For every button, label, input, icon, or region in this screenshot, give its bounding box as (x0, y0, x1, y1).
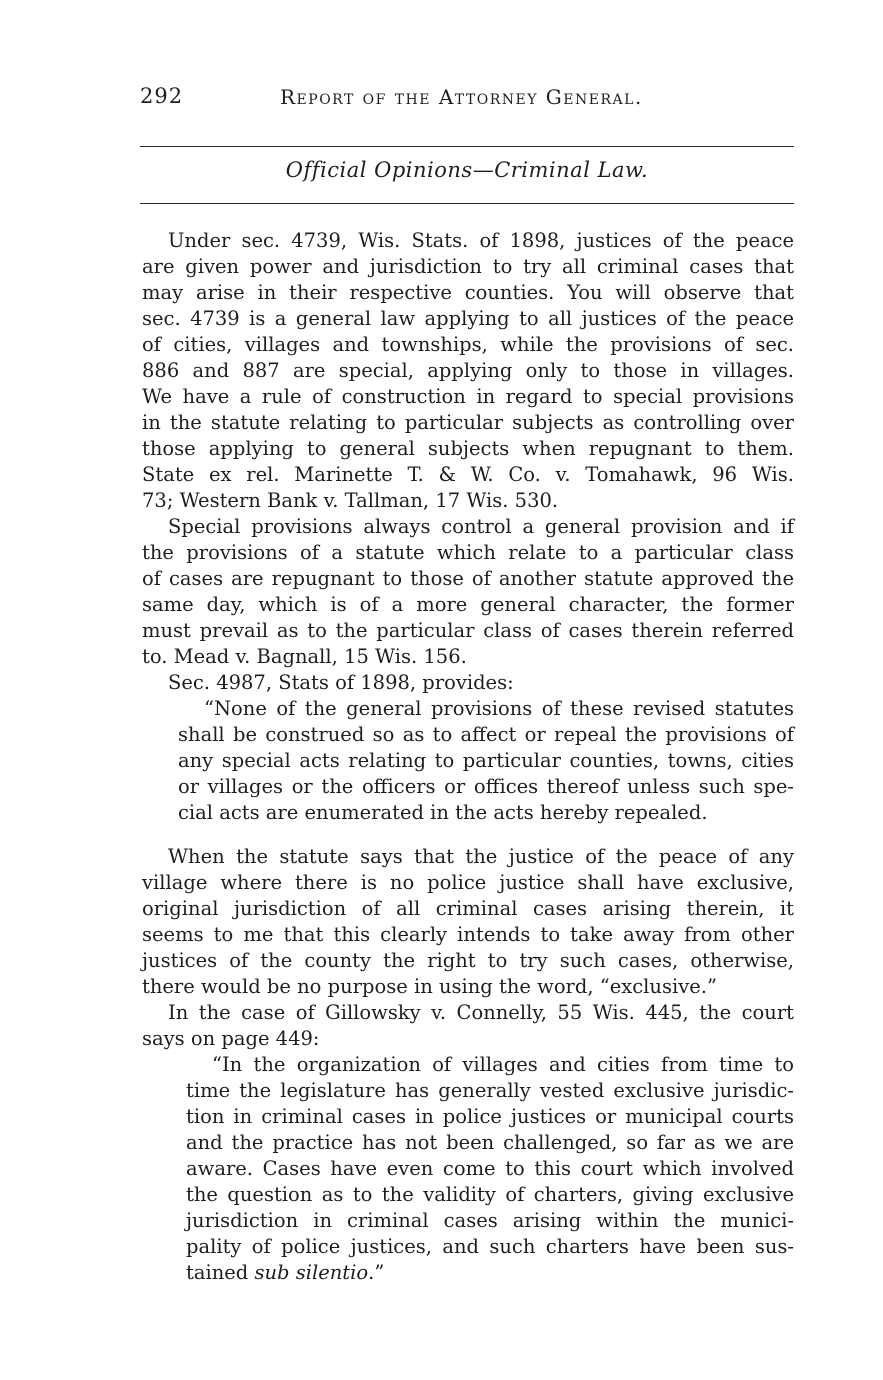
text-line: there would be no purpose in using the word, “exclusive.” (142, 975, 717, 998)
text-line: Sec. 4987, Stats of 1898, provides: (168, 671, 514, 694)
text-line: and the practice has not been challenged, so far as we are (186, 1131, 794, 1154)
running-head: Report of the Attorney General. (280, 85, 643, 109)
text-line: seems to me that this clearly intends to take away from other (142, 923, 794, 946)
text-line: says on page 449: (142, 1027, 320, 1050)
paragraph-2 (142, 514, 794, 670)
text-line: jurisdiction in criminal cases arising within the munici- (186, 1209, 794, 1232)
italic-phrase: sub silentio (254, 1261, 369, 1284)
text-line: 886 and 887 are special, applying only to those in villages. (142, 359, 794, 382)
text-line: State ex rel. Marinette T. & W. Co. v. Tomahawk, 96 Wis. (142, 463, 794, 486)
spacer (142, 826, 794, 844)
header-rule-bottom (140, 203, 794, 204)
text-line: same day, which is of a more general character, the former (142, 593, 794, 616)
paragraph-5 (142, 1000, 794, 1052)
paragraph-1 (142, 228, 794, 514)
text-line: “None of the general provisions of these revised statutes (204, 697, 794, 720)
text-line: Under sec. 4739, Wis. Stats. of 1898, justices of the peace (168, 229, 794, 252)
text-line: of cities, villages and townships, while the provisions of sec. (142, 333, 794, 356)
text-line: tion in criminal cases in police justices or municipal courts (186, 1105, 794, 1128)
text-line: the question as to the validity of charters, giving exclusive (186, 1183, 794, 1206)
text-line: cial acts are enumerated in the acts hereby repealed. (178, 801, 708, 824)
text-line: any special acts relating to particular counties, towns, cities (178, 749, 794, 772)
text-segment: .” (368, 1261, 385, 1284)
text-line: shall be construed so as to affect or repeal the provisions of (178, 723, 794, 746)
text-line: 73; Western Bank v. Tallman, 17 Wis. 530. (142, 489, 559, 512)
text-line: of cases are repugnant to those of another statute approved the (142, 567, 794, 590)
text-segment: tained (186, 1261, 255, 1284)
block-quote-1 (142, 696, 794, 826)
text-line: must prevail as to the particular class of cases therein referred (142, 619, 794, 642)
text-line: village where there is no police justice shall have exclusive, (142, 871, 794, 894)
text-line: in the statute relating to particular subjects as controlling over (142, 411, 794, 434)
text-line: original jurisdiction of all criminal cases arising therein, it (142, 897, 794, 920)
text-line: are given power and jurisdiction to try all criminal cases that (142, 255, 794, 278)
text-line: “In the organization of villages and cities from time to (212, 1053, 794, 1076)
text-line: aware. Cases have even come to this court which involved (186, 1157, 794, 1180)
text-line: Special provisions always control a general provision and if (168, 515, 794, 538)
header-rule-top (140, 146, 794, 147)
paragraph-4 (142, 844, 794, 1000)
text-line: In the case of Gillowsky v. Connelly, 55 Wis. 445, the court (168, 1001, 794, 1024)
text-line: When the statute says that the justice of the peace of any (168, 845, 794, 868)
text-line: or villages or the officers or offices thereof unless such spe- (178, 775, 794, 798)
section-title: Official Opinions—Criminal Law. (285, 158, 649, 182)
text-line: may arise in their respective counties. You will observe that (142, 281, 794, 304)
page-number: 292 (140, 84, 184, 108)
text-line: to. Mead v. Bagnall, 15 Wis. 156. (142, 645, 467, 668)
text-line: those applying to general subjects when repugnant to them. (142, 437, 794, 460)
text-line: time the legislature has generally vested exclusive jurisdic- (186, 1079, 794, 1102)
paragraph-3 (142, 670, 794, 696)
block-quote-2 (142, 1052, 794, 1286)
text-line: the provisions of a statute which relate to a particular class (142, 541, 794, 564)
body-text (142, 228, 794, 1286)
page-header (140, 84, 800, 114)
text-line: justices of the county the right to try such cases, otherwise, (142, 949, 794, 972)
text-line: pality of police justices, and such charters have been sus- (186, 1235, 794, 1258)
text-line: sec. 4739 is a general law applying to all justices of the peace (142, 307, 794, 330)
text-line: We have a rule of construction in regard to special provisions (142, 385, 794, 408)
text-line (186, 1260, 794, 1286)
